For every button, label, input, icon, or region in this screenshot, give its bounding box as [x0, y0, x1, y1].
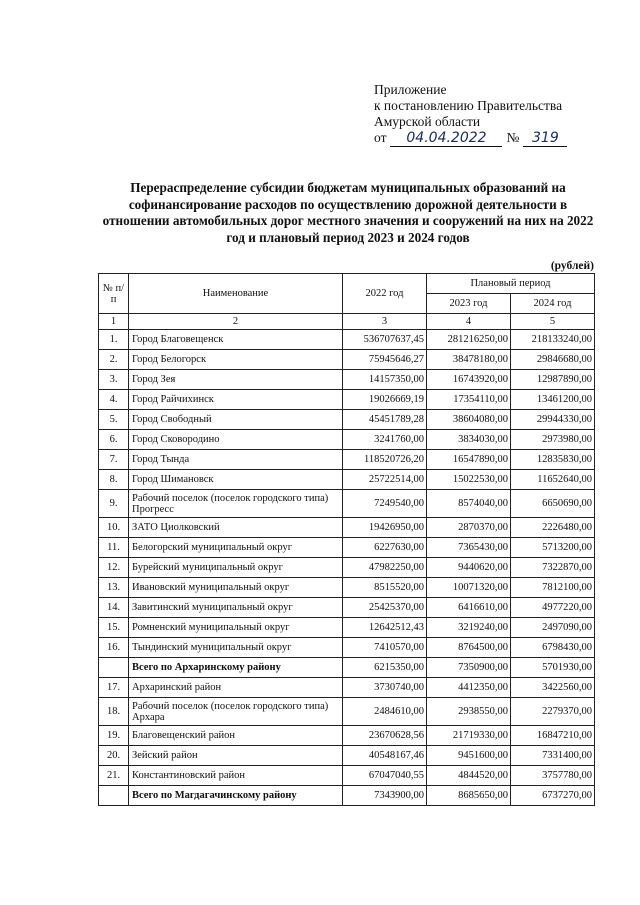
value-2022: 7343900,00 [343, 786, 427, 806]
value-2023: 281216250,00 [427, 330, 511, 350]
value-2023: 16743920,00 [427, 370, 511, 390]
table-row [99, 698, 595, 726]
row-number: 12. [99, 558, 129, 578]
value-2024: 5701930,00 [511, 658, 595, 678]
value-2024: 2279370,00 [511, 698, 595, 726]
value-2022: 23670628,56 [343, 726, 427, 746]
row-name: Тындинский муниципальный округ [129, 638, 343, 658]
value-2024: 2497090,00 [511, 618, 595, 638]
value-2024: 16847210,00 [511, 726, 595, 746]
value-2024: 218133240,00 [511, 330, 595, 350]
header-num: № п/п [99, 274, 129, 314]
row-number: 2. [99, 350, 129, 370]
table-row [99, 598, 595, 618]
header-2024: 2024 год [511, 294, 595, 314]
row-number: 6. [99, 430, 129, 450]
value-2024: 12987890,00 [511, 370, 595, 390]
appendix-line-2: к постановлению Правительства [374, 98, 563, 113]
row-name: Город Благовещенск [129, 330, 343, 350]
table-total-row [99, 658, 595, 678]
value-2022: 25425370,00 [343, 598, 427, 618]
value-2023: 3834030,00 [427, 430, 511, 450]
value-2022: 47982250,00 [343, 558, 427, 578]
value-2022: 118520726,20 [343, 450, 427, 470]
row-number: 11. [99, 538, 129, 558]
row-number: 15. [99, 618, 129, 638]
row-name: Рабочий поселок (поселок городского типа) Прогресс [129, 490, 343, 518]
index-cell: 1 [99, 314, 129, 330]
value-2022: 19426950,00 [343, 518, 427, 538]
table-row [99, 638, 595, 658]
row-name: Архаринский район [129, 678, 343, 698]
appendix-line-1: Приложение [374, 82, 447, 97]
value-2023: 7365430,00 [427, 538, 511, 558]
row-name: Ромненский муниципальный округ [129, 618, 343, 638]
value-2022: 45451789,28 [343, 410, 427, 430]
row-number: 21. [99, 766, 129, 786]
header-2022: 2022 год [343, 274, 427, 314]
table-row [99, 558, 595, 578]
value-2024: 3422560,00 [511, 678, 595, 698]
row-name: Завитинский муниципальный округ [129, 598, 343, 618]
row-name: Бурейский муниципальный округ [129, 558, 343, 578]
value-2022: 3730740,00 [343, 678, 427, 698]
row-number: 4. [99, 390, 129, 410]
appendix-date-line [374, 130, 614, 147]
index-row [99, 314, 595, 330]
row-number: 3. [99, 370, 129, 390]
header-planned: Плановый период [427, 274, 595, 294]
row-number: 1. [99, 330, 129, 350]
value-2022: 40548167,46 [343, 746, 427, 766]
row-name: ЗАТО Циолковский [129, 518, 343, 538]
table-row [99, 518, 595, 538]
value-2022: 6215350,00 [343, 658, 427, 678]
value-2024: 4977220,00 [511, 598, 595, 618]
row-name: Белогорский муниципальный округ [129, 538, 343, 558]
table-row [99, 470, 595, 490]
row-number: 17. [99, 678, 129, 698]
index-cell: 4 [427, 314, 511, 330]
value-2022: 8515520,00 [343, 578, 427, 598]
number-prefix: № [506, 130, 520, 145]
row-name: Всего по Магдагачинскому району [129, 786, 343, 806]
value-2024: 6650690,00 [511, 490, 595, 518]
table-row [99, 410, 595, 430]
value-2024: 2226480,00 [511, 518, 595, 538]
row-name: Город Белогорск [129, 350, 343, 370]
appendix-block [374, 82, 614, 147]
appendix-line-3: Амурской области [374, 114, 481, 129]
table-row [99, 390, 595, 410]
date-prefix: от [374, 130, 387, 145]
value-2024: 7331400,00 [511, 746, 595, 766]
value-2023: 38478180,00 [427, 350, 511, 370]
row-name: Благовещенский район [129, 726, 343, 746]
value-2023: 6416610,00 [427, 598, 511, 618]
row-name: Город Свободный [129, 410, 343, 430]
value-2024: 29846680,00 [511, 350, 595, 370]
value-2024: 12835830,00 [511, 450, 595, 470]
value-2022: 12642512,43 [343, 618, 427, 638]
table-row [99, 350, 595, 370]
row-name: Город Райчихинск [129, 390, 343, 410]
value-2023: 10071320,00 [427, 578, 511, 598]
row-number [99, 786, 129, 806]
table-row [99, 430, 595, 450]
row-number: 5. [99, 410, 129, 430]
subsidy-table [98, 273, 595, 806]
value-2022: 3241760,00 [343, 430, 427, 450]
row-number: 10. [99, 518, 129, 538]
row-number [99, 658, 129, 678]
table-row [99, 450, 595, 470]
value-2024: 5713200,00 [511, 538, 595, 558]
value-2024: 11652640,00 [511, 470, 595, 490]
value-2024: 6737270,00 [511, 786, 595, 806]
table-row [99, 330, 595, 350]
units-label: (рублей) [550, 260, 594, 272]
value-2023: 2870370,00 [427, 518, 511, 538]
value-2022: 7249540,00 [343, 490, 427, 518]
value-2023: 17354110,00 [427, 390, 511, 410]
table-row [99, 746, 595, 766]
table-body [99, 314, 595, 806]
row-name: Город Сковородино [129, 430, 343, 450]
value-2023: 9440620,00 [427, 558, 511, 578]
row-name: Зейский район [129, 746, 343, 766]
value-2023: 3219240,00 [427, 618, 511, 638]
value-2023: 15022530,00 [427, 470, 511, 490]
table-row [99, 538, 595, 558]
value-2024: 7322870,00 [511, 558, 595, 578]
value-2022: 6227630,00 [343, 538, 427, 558]
handwritten-date: 04.04.2022 [390, 131, 502, 147]
row-number: 16. [99, 638, 129, 658]
value-2022: 25722514,00 [343, 470, 427, 490]
table-total-row [99, 786, 595, 806]
value-2024: 13461200,00 [511, 390, 595, 410]
index-cell: 5 [511, 314, 595, 330]
value-2023: 4844520,00 [427, 766, 511, 786]
handwritten-number: 319 [523, 131, 567, 147]
table-row [99, 766, 595, 786]
header-2023: 2023 год [427, 294, 511, 314]
value-2023: 16547890,00 [427, 450, 511, 470]
table-row [99, 490, 595, 518]
row-number: 7. [99, 450, 129, 470]
index-cell: 2 [129, 314, 343, 330]
value-2022: 75945646,27 [343, 350, 427, 370]
value-2022: 14157350,00 [343, 370, 427, 390]
value-2023: 8685650,00 [427, 786, 511, 806]
row-name: Ивановский муниципальный округ [129, 578, 343, 598]
header-name: Наименование [129, 274, 343, 314]
value-2022: 2484610,00 [343, 698, 427, 726]
value-2022: 19026669,19 [343, 390, 427, 410]
table-row [99, 578, 595, 598]
row-number: 18. [99, 698, 129, 726]
row-name: Город Тында [129, 450, 343, 470]
row-number: 9. [99, 490, 129, 518]
index-cell: 3 [343, 314, 427, 330]
row-number: 14. [99, 598, 129, 618]
row-name: Константиновский район [129, 766, 343, 786]
row-number: 19. [99, 726, 129, 746]
row-name: Всего по Архаринскому району [129, 658, 343, 678]
row-name: Город Шимановск [129, 470, 343, 490]
value-2024: 3757780,00 [511, 766, 595, 786]
value-2023: 2938550,00 [427, 698, 511, 726]
value-2023: 4412350,00 [427, 678, 511, 698]
row-name: Рабочий поселок (поселок городского типа) Архара [129, 698, 343, 726]
row-name: Город Зея [129, 370, 343, 390]
value-2023: 8574040,00 [427, 490, 511, 518]
value-2024: 2973980,00 [511, 430, 595, 450]
value-2023: 38604080,00 [427, 410, 511, 430]
table-row [99, 618, 595, 638]
table-row [99, 370, 595, 390]
document-title: Перераспределение субсидии бюджетам муниципальных образований на софинансирование расходов по осуществлению дорожной деятельности в отношении автомобильных дорог местного значения и сооружений на них на 2022 год и плановый период 2023 и 2024 годов [102, 180, 594, 245]
value-2024: 6798430,00 [511, 638, 595, 658]
value-2023: 9451600,00 [427, 746, 511, 766]
table-row [99, 726, 595, 746]
row-number: 8. [99, 470, 129, 490]
row-number: 20. [99, 746, 129, 766]
value-2022: 67047040,55 [343, 766, 427, 786]
value-2022: 7410570,00 [343, 638, 427, 658]
value-2024: 29944330,00 [511, 410, 595, 430]
value-2023: 8764500,00 [427, 638, 511, 658]
value-2023: 21719330,00 [427, 726, 511, 746]
value-2022: 536707637,45 [343, 330, 427, 350]
value-2024: 7812100,00 [511, 578, 595, 598]
table-row [99, 678, 595, 698]
row-number: 13. [99, 578, 129, 598]
value-2023: 7350900,00 [427, 658, 511, 678]
